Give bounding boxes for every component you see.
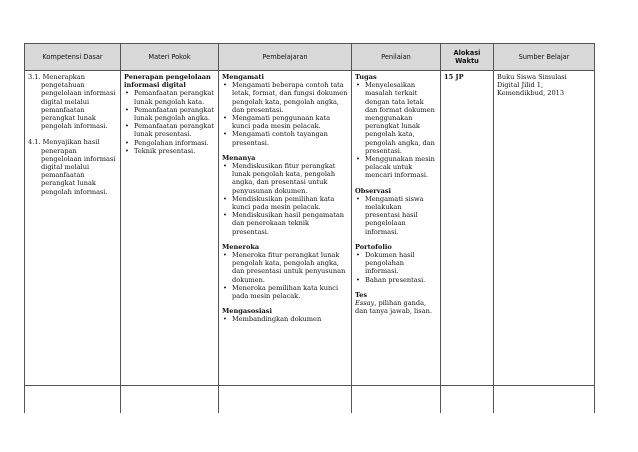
observasi-list	[355, 195, 437, 236]
list-item: • Mendiskusikan fitur perangkat lunak pengolah kata, pengolah angka, dan presentasi untuk penyusunan dokumen.	[222, 162, 348, 195]
list-item: • Pengolahan informasi.	[124, 139, 215, 147]
section-tugas: Tugas	[355, 73, 377, 81]
list-item: • Meneroka fitur perangkat lunak pengolah kata, pengolah angka, dan presentasi untuk penyusunan dokumen.	[222, 251, 348, 284]
header-alokasi-waktu: Alokasi Waktu	[441, 44, 494, 71]
section-portofolio: Portofolio	[355, 242, 392, 251]
list-item: • Menggunakan mesin pelacak untuk mencari informasi.	[355, 155, 437, 180]
cell-materi-pokok	[121, 71, 219, 413]
list-item: • Pemanfaatan perangkat lunak pengolah angka.	[124, 106, 215, 122]
list-item: • Meneroka pemilihan kata kunci pada mesin pelacak.	[222, 284, 348, 300]
header-kompetensi-dasar: Kompetensi Dasar	[25, 44, 121, 71]
cell-kompetensi-dasar	[25, 71, 121, 413]
section-observasi: Observasi	[355, 186, 392, 195]
list-item: • Pemanfaatan perangkat lunak presentasi.	[124, 122, 215, 138]
list-item: • Mengamati siswa melakukan presentasi hasil pengelolaan informasi.	[355, 195, 437, 236]
cell-sumber-belajar: Buku Siswa Simulasi Digital Jilid 1, Kemendikbud, 2013	[494, 71, 595, 413]
cell-alokasi-waktu: 15 JP	[441, 71, 494, 413]
header-penilaian: Penilaian	[352, 44, 441, 71]
portofolio-list	[355, 251, 437, 284]
kd-4-1: 4.1. Menyajikan hasil penerapan pengelolaan informasi digital melalui pemanfaatan perangkat lunak pengolah informasi.	[28, 138, 116, 196]
list-item: • Mendiskusikan hasil pengamatan dan penerokaan teknik presentasi.	[222, 211, 348, 236]
list-item: • Mengamati beberapa contoh tata letak, format, dan fungsi dokumen pengolah kata, pengolah angka, dan presentasi.	[222, 81, 348, 114]
menanya-list	[222, 162, 348, 236]
table-bottom-border	[24, 385, 594, 386]
mengamati-list	[222, 81, 348, 147]
list-item: • Membandingkan dokumen	[222, 315, 348, 323]
list-item: • Teknik presentasi.	[124, 147, 215, 155]
materi-list	[124, 89, 215, 155]
materi-title: Penerapan pengelolaan informasi digital	[124, 73, 211, 90]
syllabus-table-wrapper	[24, 43, 594, 413]
table-header-row	[25, 44, 595, 71]
section-tes: Tes	[355, 290, 368, 299]
tes-essay: Essay	[355, 299, 375, 308]
list-item: • Mengamati contoh tayangan presentasi.	[222, 130, 348, 146]
cell-penilaian	[352, 71, 441, 413]
list-item: • Mengamati penggunaan kata kunci pada mesin pelacak.	[222, 114, 348, 130]
section-menanya: Menanya	[222, 153, 256, 162]
list-item: • Mendiskusikan pemilihan kata kunci pada mesin pelacak.	[222, 195, 348, 211]
list-item: • Dokumen hasil pengolahan informasi.	[355, 251, 437, 276]
list-item: • Pemanfaatan perangkat lunak pengolah kata.	[124, 89, 215, 105]
list-item: • Bahan presentasi.	[355, 276, 437, 284]
section-meneroka: Meneroka	[222, 242, 260, 251]
tes-description	[355, 299, 437, 315]
table-row	[25, 71, 595, 413]
cell-pembelajaran	[219, 71, 352, 413]
tes-rest: , pilihan ganda, dan tanya jawab, lisan.	[355, 299, 432, 316]
meneroka-list	[222, 251, 348, 300]
header-sumber-belajar: Sumber Belajar	[494, 44, 595, 71]
section-mengamati: Mengamati	[222, 73, 264, 81]
section-mengasosiasi: Mengasosiasi	[222, 307, 272, 316]
tugas-list	[355, 81, 437, 179]
list-item: • Menyelesaikan masalah terkait dengan tata letak dan format dokumen menggunakan perangkat lunak pengolah kata, pengolah angka, dan presentasi.	[355, 81, 437, 155]
syllabus-table	[24, 43, 595, 413]
kd-3-1: 3.1. Menerapkan pengetahuan pengelolaan informasi digital melalui pemanfaatan perangkat lunak pengolah informasi.	[28, 73, 116, 131]
header-materi-pokok: Materi Pokok	[121, 44, 219, 71]
mengasosiasi-list	[222, 315, 348, 323]
header-pembelajaran: Pembelajaran	[219, 44, 352, 71]
